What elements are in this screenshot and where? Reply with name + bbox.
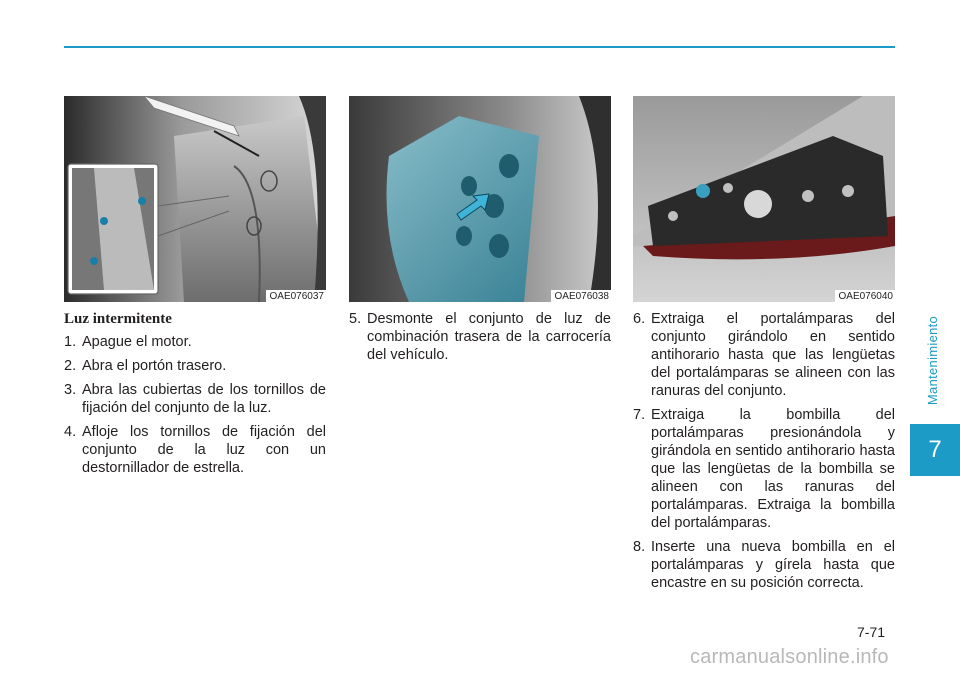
step-text: Apague el motor. xyxy=(82,334,192,350)
step-number: 5. xyxy=(349,311,362,327)
figure-screw-removal xyxy=(64,96,326,302)
step-item xyxy=(633,538,895,592)
section-heading: Luz intermitente xyxy=(64,311,172,327)
step-number: 7. xyxy=(633,407,646,423)
step-number: 1. xyxy=(64,334,77,350)
step-item xyxy=(64,333,326,351)
column-2 xyxy=(349,310,611,370)
steps-list xyxy=(64,333,326,477)
step-text: Extraiga la bombilla del portalámparas presionándola y girándola en sentido antihorario hasta que las lengüetas de la bombilla se alineen con las ranuras del portalámparas. Extraiga la bombilla del portalámparas. xyxy=(651,407,895,531)
step-item xyxy=(64,357,326,375)
step-text: Extraiga el portalámparas del conjunto girándolo en sentido antihorario hasta que las lengüetas del portalámparas se alineen con las ranuras del conjunto. xyxy=(651,311,895,399)
step-item xyxy=(633,310,895,400)
step-text: Afloje los tornillos de fijación del conjunto de la luz con un destornillador de estrella. xyxy=(82,424,326,476)
figure-code: OAE076037 xyxy=(266,290,327,302)
watermark: carmanualsonline.info xyxy=(690,646,889,668)
chapter-tab: 7 xyxy=(910,424,960,476)
figure-code: OAE076040 xyxy=(835,290,896,302)
step-text: Inserte una nueva bombilla en el portalámparas y gírela hasta que encastre en su posición correcta. xyxy=(651,539,895,591)
section-side-label-text: Mantenimiento xyxy=(925,315,941,405)
step-item xyxy=(64,423,326,477)
step-number: 4. xyxy=(64,424,77,440)
figure-bulb-holder-illustration xyxy=(633,96,895,302)
figure-lamp-removal xyxy=(349,96,611,302)
figure-screw-removal-illustration xyxy=(64,96,326,302)
figure-lamp-removal-illustration xyxy=(349,96,611,302)
top-rule xyxy=(64,46,895,48)
step-item xyxy=(349,310,611,364)
figure-code: OAE076038 xyxy=(551,290,612,302)
column-1 xyxy=(64,310,326,483)
step-number: 8. xyxy=(633,539,646,555)
step-number: 3. xyxy=(64,382,77,398)
section-side-label xyxy=(908,290,958,430)
step-text: Abra las cubiertas de los tornillos de fijación del conjunto de la luz. xyxy=(82,382,326,416)
steps-list xyxy=(349,310,611,364)
step-text: Desmonte el conjunto de luz de combinación trasera de la carrocería del vehículo. xyxy=(367,311,611,363)
step-number: 2. xyxy=(64,358,77,374)
step-number: 6. xyxy=(633,311,646,327)
step-item xyxy=(633,406,895,532)
page-number: 7-71 xyxy=(857,624,886,640)
step-text: Abra el portón trasero. xyxy=(82,358,227,374)
figure-bulb-holder xyxy=(633,96,895,302)
step-item xyxy=(64,381,326,417)
column-3 xyxy=(633,310,895,598)
steps-list xyxy=(633,310,895,592)
